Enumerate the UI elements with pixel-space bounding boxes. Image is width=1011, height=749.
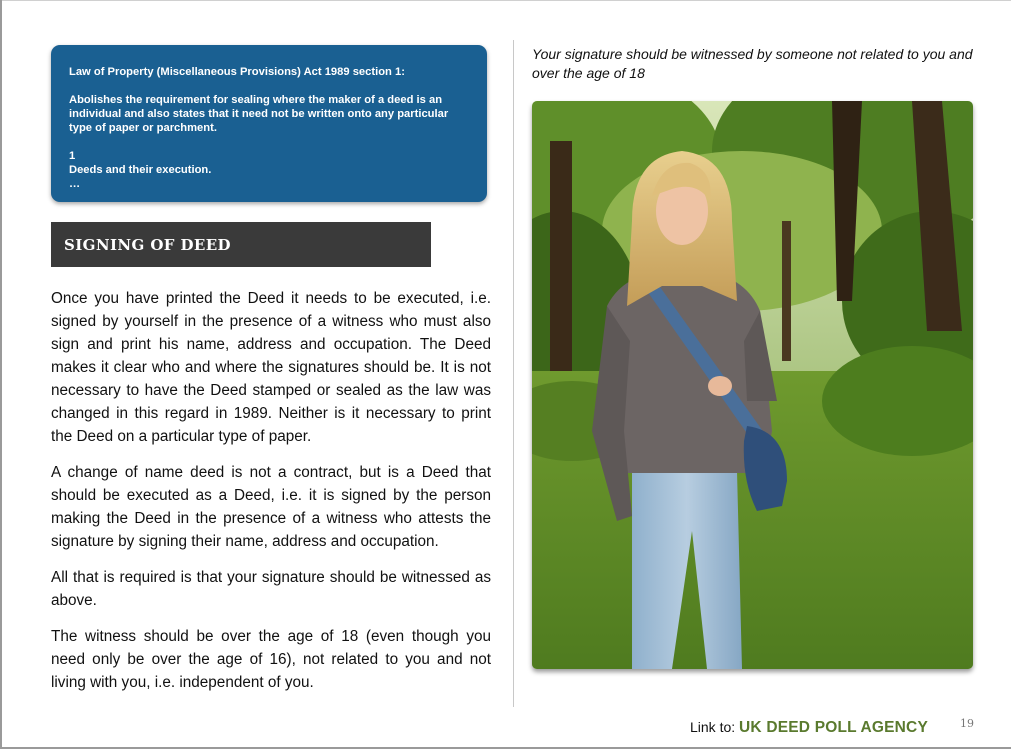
- callout-item-title: Deeds and their execution.: [69, 164, 212, 176]
- body-text: [51, 287, 491, 707]
- paragraph-2: A change of name deed is not a contract, but is a Deed that should be executed as a Deed, i.e. it is signed by the person making the Deed in the presence of a witness who attests the signature by signing their name, address and occupation.: [51, 464, 491, 550]
- uk-deed-poll-agency-link[interactable]: UK DEED POLL AGENCY: [739, 719, 928, 736]
- section-title: SIGNING OF DEED: [64, 235, 231, 254]
- column-divider: [513, 40, 514, 707]
- page-edge-top: [0, 0, 1011, 1]
- legal-callout-box: [51, 45, 487, 202]
- callout-body: Abolishes the requirement for sealing where the maker of a deed is an individual and also states that it need not be written onto any particular type of paper or parchment.: [69, 94, 449, 134]
- section-heading-bar: [51, 222, 431, 267]
- footer-link-prefix: Link to:: [690, 719, 736, 735]
- witness-photo: [532, 101, 973, 669]
- photo-caption: Your signature should be witnessed by someone not related to you and over the age of 18: [532, 46, 973, 81]
- woman-in-park-illustration: [532, 101, 973, 669]
- page-number: 19: [960, 717, 974, 730]
- paragraph-1: Once you have printed the Deed it needs to be executed, i.e. signed by yourself in the presence of a witness who must also sign and print his name, address and occupation. The Deed makes it clear who and where the signatures should be. It is not necessary to have the Deed stamped or sealed as the law was changed in this regard in 1989. Neither is it necessary to print the Deed on a particular type of paper.: [51, 290, 491, 445]
- callout-item-number: 1: [69, 150, 76, 162]
- paragraph-3: All that is required is that your signature should be witnessed as above.: [51, 569, 491, 609]
- footer-link[interactable]: [690, 719, 928, 737]
- page-edge-left: [0, 0, 2, 749]
- callout-heading: Law of Property (Miscellaneous Provisions) Act 1989 section 1:: [69, 66, 405, 78]
- paragraph-4: The witness should be over the age of 18 (even though you need only be over the age of 16), not related to you and not living with you, i.e. independent of you.: [51, 628, 491, 691]
- callout-ellipsis: …: [69, 178, 81, 190]
